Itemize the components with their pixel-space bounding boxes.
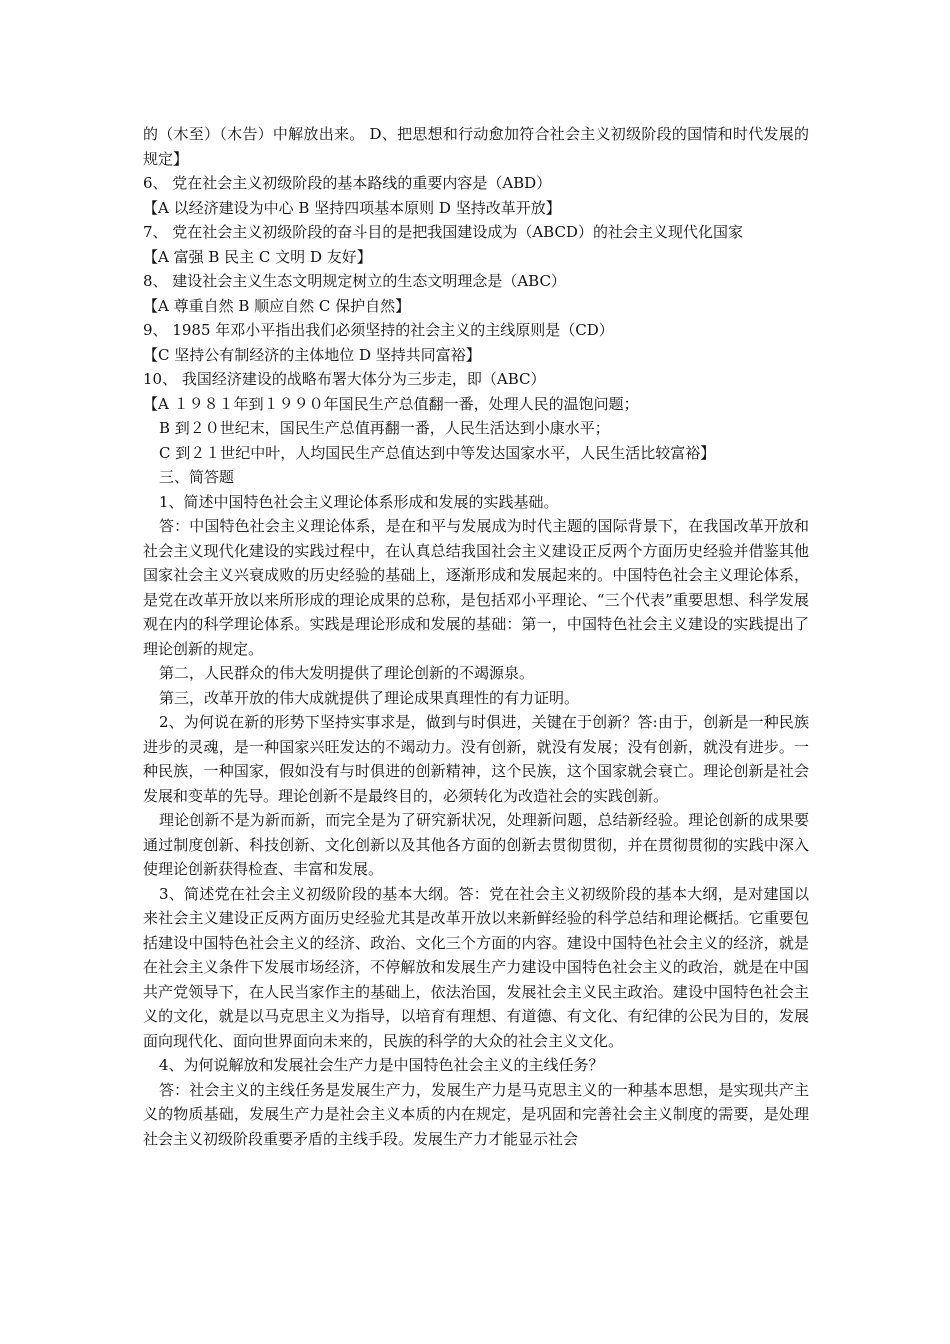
answer-7-options: 【A 富强 B 民主 C 文明 D 友好】: [143, 247, 372, 266]
answer-10-option-b: B 到２０世纪末，国民生产总值再翻一番，人民生活达到小康水平；: [159, 419, 610, 437]
question-7: 7、 党在社会主义初级阶段的奋斗目的是把我国建设成为（ABCD）的社会主义现代化国家: [143, 223, 743, 241]
short-answer-1: 答：中国特色社会主义理论体系，是在和平与发展成为时代主题的国际背景下，在我国改革开放和社会主义现代化建设的实践过程中，在认真总结我国社会主义建设正反两个方面历史经验并借鉴其他国家社会主义兴衰成败的历史经验的基础上，逐渐形成和发展起来的。中国特色社会主义理论体系，是党在改革开放以来所形成的理论成果的总称，是包括邓小平理论、“三个代表”重要思想、科学发展观在内的科学理论体系。实践是理论形成和发展的基础：第一，中国特色社会主义建设的实践提出了理论创新的规定。: [143, 517, 809, 658]
answer-6-options: 【A 以经济建设为中心 B 坚持四项基本原则 D 坚持改革开放】: [143, 198, 561, 217]
answer-9-options: 【C 坚持公有制经济的主体地位 D 坚持共同富裕】: [143, 345, 481, 364]
short-question-3: 3、简述党在社会主义初级阶段的基本大纲。答：党在社会主义初级阶段的基本大纲，是对建国以来社会主义建设正反两方面历史经验尤其是改革开放以来新鲜经验的科学总结和理论概括。它重要包括建设中国特色社会主义的经济、政治、文化三个方面的内容。建设中国特色社会主义的经济，就是在社会主义条件下发展市场经济，不停解放和发展生产力建设中国特色社会主义的政治，就是在中国共产党领导下，在人民当家作主的基础上，依法治国，发展社会主义民主政治。建设中国特色社会主义的文化，就是以马克思主义为指导，以培育有理想、有道德、有文化、有纪律的公民为目的，发展面向现代化、面向世界面向未来的，民族的科学的大众的社会主义文化。: [143, 884, 809, 1050]
question-10: 10、 我国经济建设的战略布署大体分为三步走，即（ABC）: [143, 370, 546, 388]
short-answer-1-third: 第三，改革开放的伟大成就提供了理论成果真理性的有力证明。: [159, 688, 580, 707]
answer-8-options: 【A 尊重自然 B 顺应自然 C 保护自然】: [143, 296, 411, 315]
question-9: 9、 1985 年邓小平指出我们必须坚持的社会主义的主线原则是（CD）: [143, 321, 614, 339]
document-page: [143, 122, 809, 1151]
question-8: 8、 建设社会主义生态文明规定树立的生态文明理念是（ABC）: [143, 272, 566, 290]
short-answer-1-second: 第二，人民群众的伟大发明提供了理论创新的不竭源泉。: [159, 664, 535, 682]
text-line-continuation: 的（木至）（木告）中解放出来。 D、把思想和行动愈加符合社会主义初级阶段的国情和时代发展的规定】: [143, 125, 809, 168]
short-question-4: 4、为何说解放和发展社会生产力是中国特色社会主义的主线任务？: [159, 1056, 604, 1074]
short-answer-2-continued: 理论创新不是为新而新，而完全是为了研究新状况，处理新问题，总结新经验。理论创新的成果要通过制度创新、科技创新、文化创新以及其他各方面的创新去贯彻贯彻，并在贯彻贯彻的实践中深入使理论创新获得检查、丰富和发展。: [143, 811, 809, 878]
answer-10-option-a: 【A １９８１年到１９９０年国民生产总值翻一番，处理人民的温饱问题；: [143, 394, 639, 413]
short-question-1: 1、简述中国特色社会主义理论体系形成和发展的实践基础。: [159, 492, 559, 511]
short-answer-4: 答：社会主义的主线任务是发展生产力，发展生产力是马克思主义的一种基本思想，是实现共产主义的物质基础，发展生产力是社会主义本质的内在规定，是巩固和完善社会主义制度的需要，是处理社会主义初级阶段重要矛盾的主线手段。发展生产力才能显示社会: [143, 1080, 809, 1148]
answer-10-option-c: C 到２１世纪中叶，人均国民生产总值达到中等发达国家水平，人民生活比较富裕】: [159, 443, 716, 462]
question-6: 6、 党在社会主义初级阶段的基本路线的重要内容是（ABD）: [143, 174, 552, 192]
short-question-2: 2、为何说在新的形势下坚持实事求是，做到与时俱进，关键在于创新？答:由于，创新是一种民族进步的灵魂，是一种国家兴旺发达的不竭动力。没有创新，就没有发展；没有创新，就没有进步。一种民族，一种国家，假如没有与时俱进的创新精神，这个民族，这个国家就会衰亡。理论创新是社会发展和变革的先导。理论创新不是最终目的，必须转化为改造社会的实践创新。: [143, 713, 809, 805]
section-heading: 三、简答题: [159, 468, 235, 486]
